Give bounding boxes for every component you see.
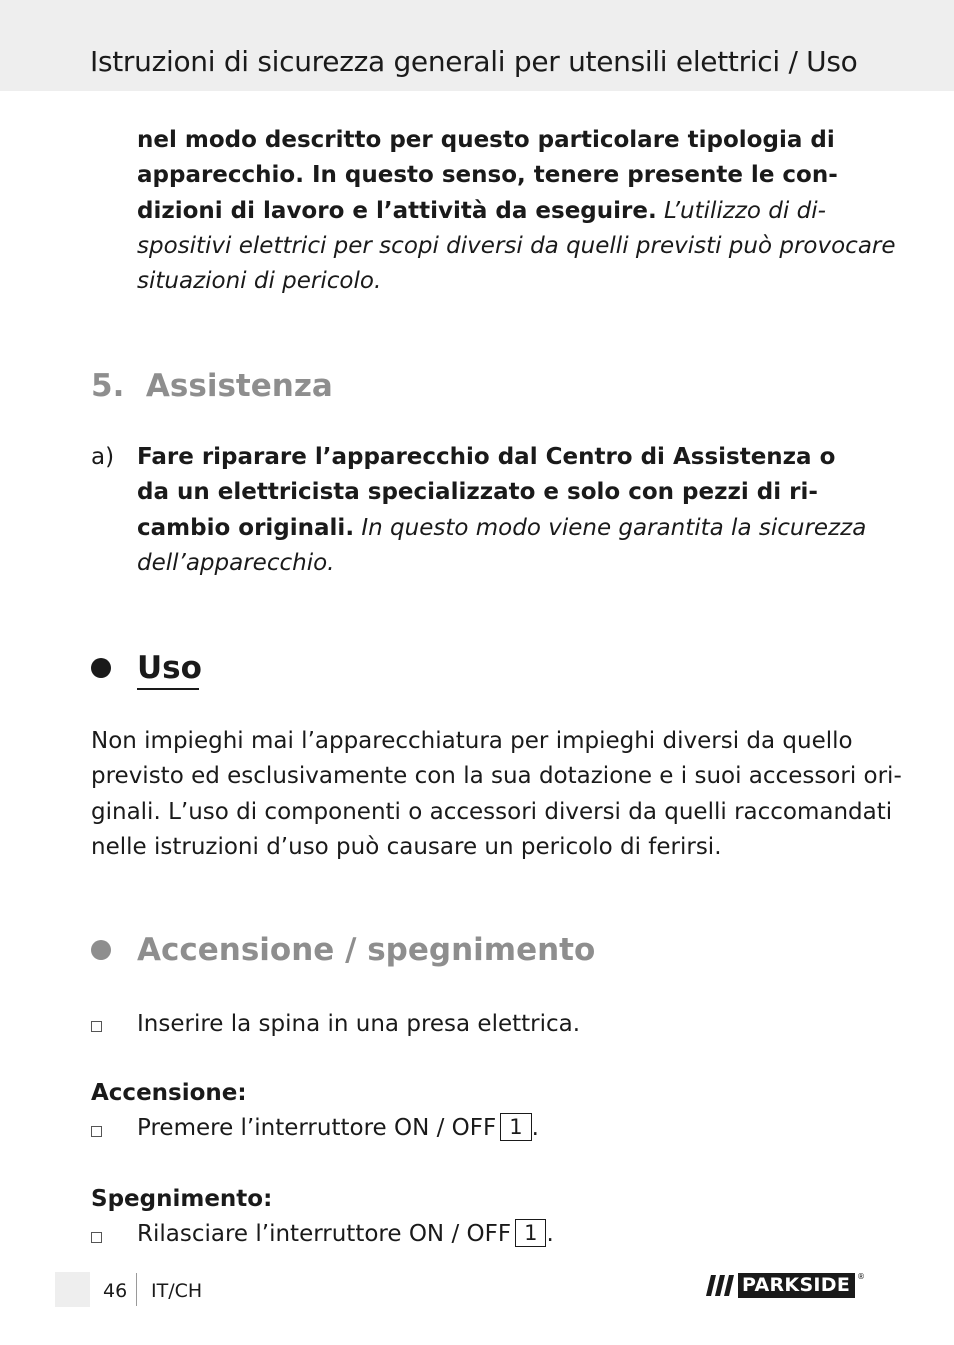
accensione-bullet-icon bbox=[91, 940, 111, 960]
uso-underline bbox=[137, 688, 199, 690]
page-header bbox=[0, 0, 954, 91]
header-title: Istruzioni di sicurezza generali per utensili elettrici / Uso bbox=[90, 45, 858, 78]
step-release-text: Rilasciare l’interruttore ON / OFF bbox=[137, 1221, 512, 1247]
parkside-logo bbox=[706, 1273, 863, 1298]
assistenza-italic: In questo modo viene garantita la sicurezza bbox=[354, 514, 867, 541]
page-number: 46 bbox=[103, 1280, 128, 1302]
assistenza-bold: Fare riparare l’apparecchio dal Centro di Assistenza o bbox=[137, 444, 836, 470]
checkbox-square-icon bbox=[91, 1232, 102, 1243]
accensione-heading: Accensione: bbox=[91, 1080, 247, 1106]
intro-italic: situazioni di pericolo. bbox=[137, 268, 382, 295]
logo-wordmark: PARKSIDE bbox=[738, 1273, 855, 1298]
section-uso-title: Uso bbox=[137, 650, 202, 686]
part-ref-box: 1 bbox=[515, 1219, 546, 1247]
section-accensione-title: Accensione / spegnimento bbox=[137, 932, 596, 968]
period: . bbox=[546, 1221, 554, 1247]
assistenza-bold: da un elettricista specializzato e solo con pezzi di ri- bbox=[137, 479, 818, 506]
step-press-switch bbox=[137, 1112, 539, 1144]
assistenza-italic: dell’apparecchio. bbox=[137, 549, 335, 576]
uso-paragraph bbox=[91, 724, 902, 865]
section-assistenza-title: 5. Assistenza bbox=[91, 368, 333, 404]
part-ref-box: 1 bbox=[500, 1113, 531, 1141]
registered-mark: ® bbox=[857, 1272, 865, 1281]
intro-italic: L’utilizzo di di- bbox=[656, 197, 826, 224]
footer-divider bbox=[136, 1273, 137, 1306]
intro-bold: nel modo descritto per questo particolare tipologia di bbox=[137, 127, 835, 153]
checkbox-square-icon bbox=[91, 1126, 102, 1137]
step-press-text: Premere l’interruttore ON / OFF bbox=[137, 1115, 497, 1141]
uso-line: nelle istruzioni d’uso può causare un pericolo di ferirsi. bbox=[91, 833, 722, 860]
uso-line: previsto ed esclusivamente con la sua dotazione e i suoi accessori ori- bbox=[91, 763, 902, 790]
step-release-switch bbox=[137, 1218, 554, 1250]
intro-bold: apparecchio. In questo senso, tenere presente le con- bbox=[137, 162, 838, 189]
logo-slashes-icon bbox=[706, 1273, 738, 1298]
intro-italic: spositivi elettrici per scopi diversi da quelli previsti può provocare bbox=[137, 232, 896, 259]
uso-line: Non impieghi mai l’apparecchiatura per impieghi diversi da quello bbox=[91, 728, 853, 754]
uso-bullet-icon bbox=[91, 658, 111, 678]
intro-paragraph bbox=[137, 123, 896, 299]
checkbox-square-icon bbox=[91, 1021, 102, 1032]
uso-line: ginali. L’uso di componenti o accessori diversi da quelli raccomandati bbox=[91, 798, 893, 825]
step-insert-plug: Inserire la spina in una presa elettrica. bbox=[137, 1011, 581, 1037]
footer-gray-box bbox=[55, 1272, 90, 1307]
period: . bbox=[531, 1115, 539, 1141]
language-code: IT/CH bbox=[151, 1280, 203, 1302]
assistenza-item-marker: a) bbox=[91, 444, 115, 470]
assistenza-item-a bbox=[137, 440, 866, 581]
intro-bold: dizioni di lavoro e l’attività da eseguire. bbox=[137, 197, 657, 224]
spegnimento-heading: Spegnimento: bbox=[91, 1186, 273, 1212]
assistenza-bold: cambio originali. bbox=[137, 514, 355, 541]
